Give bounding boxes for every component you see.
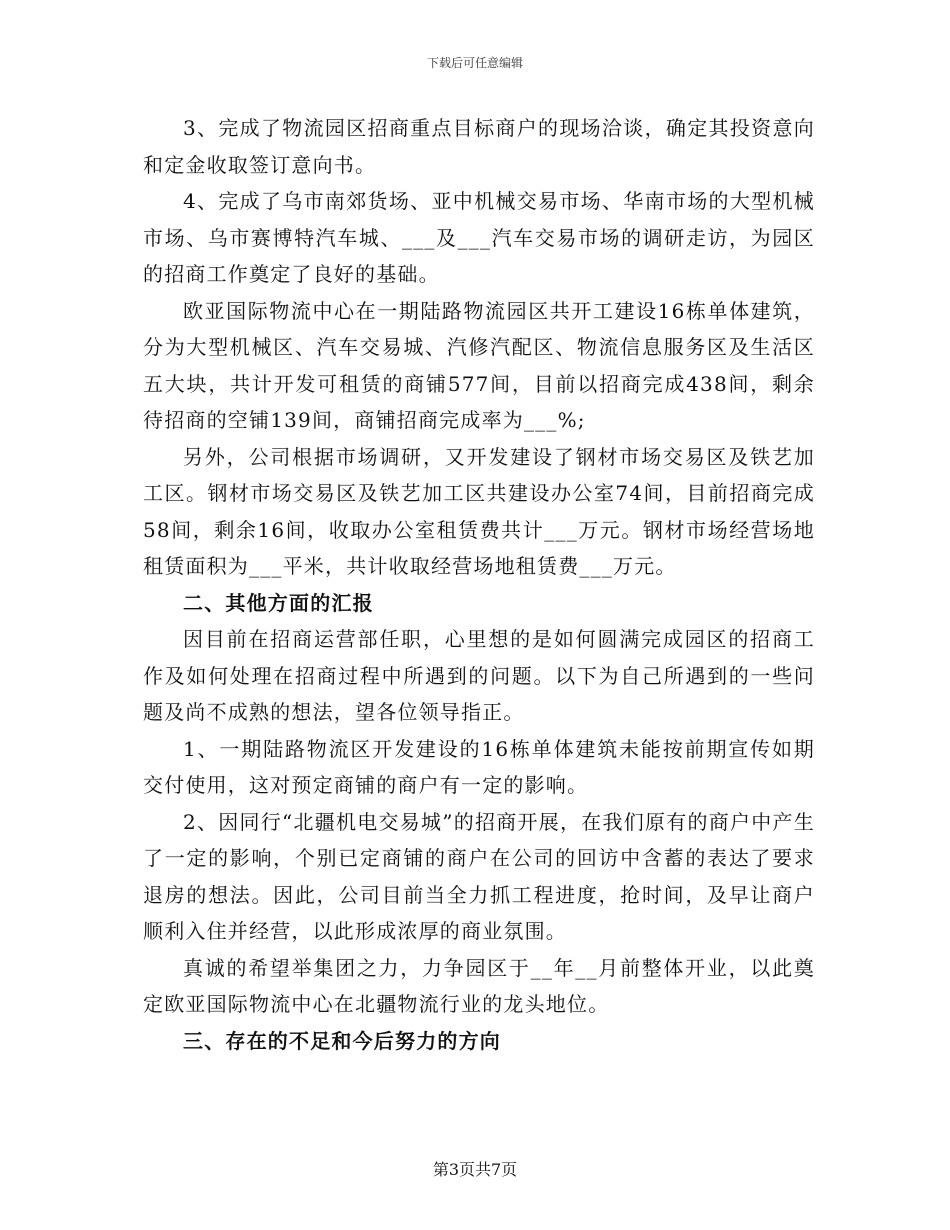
paragraph-steel-market: 另外，公司根据市场调研，又开发建设了钢材市场交易区及铁艺加工区。钢材市场交易区及铁艺加工区共建设办公室74间，目前招商完成58间，剩余16间，收取办公室租赁费共计___万元。钢材市场经营场地租赁面积为___平米，共计收取经营场地租赁费___万元。 (143, 444, 815, 578)
paragraph-item-3: 3、完成了物流园区招商重点目标商户的现场洽谈，确定其投资意向和定金收取签订意向书。 (143, 116, 815, 177)
paragraph-hope: 真诚的希望举集团之力，力争园区于__年__月前整体开业，以此奠定欧亚国际物流中心在北疆物流行业的龙头地位。 (143, 955, 815, 1016)
section-heading-other-report: 二、其他方面的汇报 (183, 590, 374, 615)
page-header: 下载后可任意编辑 (426, 56, 523, 70)
paragraph-park-overview: 欧亚国际物流中心在一期陆路物流园区共开工建设16栋单体建筑，分为大型机械区、汽车交易城、汽修汽配区、物流信息服务区及生活区五大块，共计开发可租赁的商铺577间，目前以招商完成438间，剩余待招商的空铺139间，商铺招商完成率为___%; (143, 298, 815, 432)
paragraph-role-intro: 因目前在招商运营部任职，心里想的是如何圆满完成园区的招商工作及如何处理在招商过程中所遇到的问题。以下为自己所遇到的一些问题及尚不成熟的想法，望各位领导指正。 (143, 627, 815, 724)
paragraph-issue-2: 2、因同行“北疆机电交易城”的招商开展，在我们原有的商户中产生了一定的影响，个别已定商铺的商户在公司的回访中含蓄的表达了要求退房的想法。因此，公司目前当全力抓工程进度，抢时间，及早让商户顺利入住并经营，以此形成浓厚的商业氛围。 (143, 809, 815, 943)
document-body (143, 110, 815, 1059)
paragraph-issue-1: 1、一期陆路物流区开发建设的16栋单体建筑未能按前期宣传如期交付使用，这对预定商铺的商户有一定的影响。 (143, 736, 815, 797)
paragraph-item-4: 4、完成了乌市南郊货场、亚中机械交易市场、华南市场的大型机械市场、乌市赛博特汽车城、___及___汽车交易市场的调研走访，为园区的招商工作奠定了良好的基础。 (143, 189, 815, 286)
section-heading-shortcomings: 三、存在的不足和今后努力的方向 (183, 1028, 501, 1053)
page-number: 第3页共7页 (432, 1160, 518, 1179)
